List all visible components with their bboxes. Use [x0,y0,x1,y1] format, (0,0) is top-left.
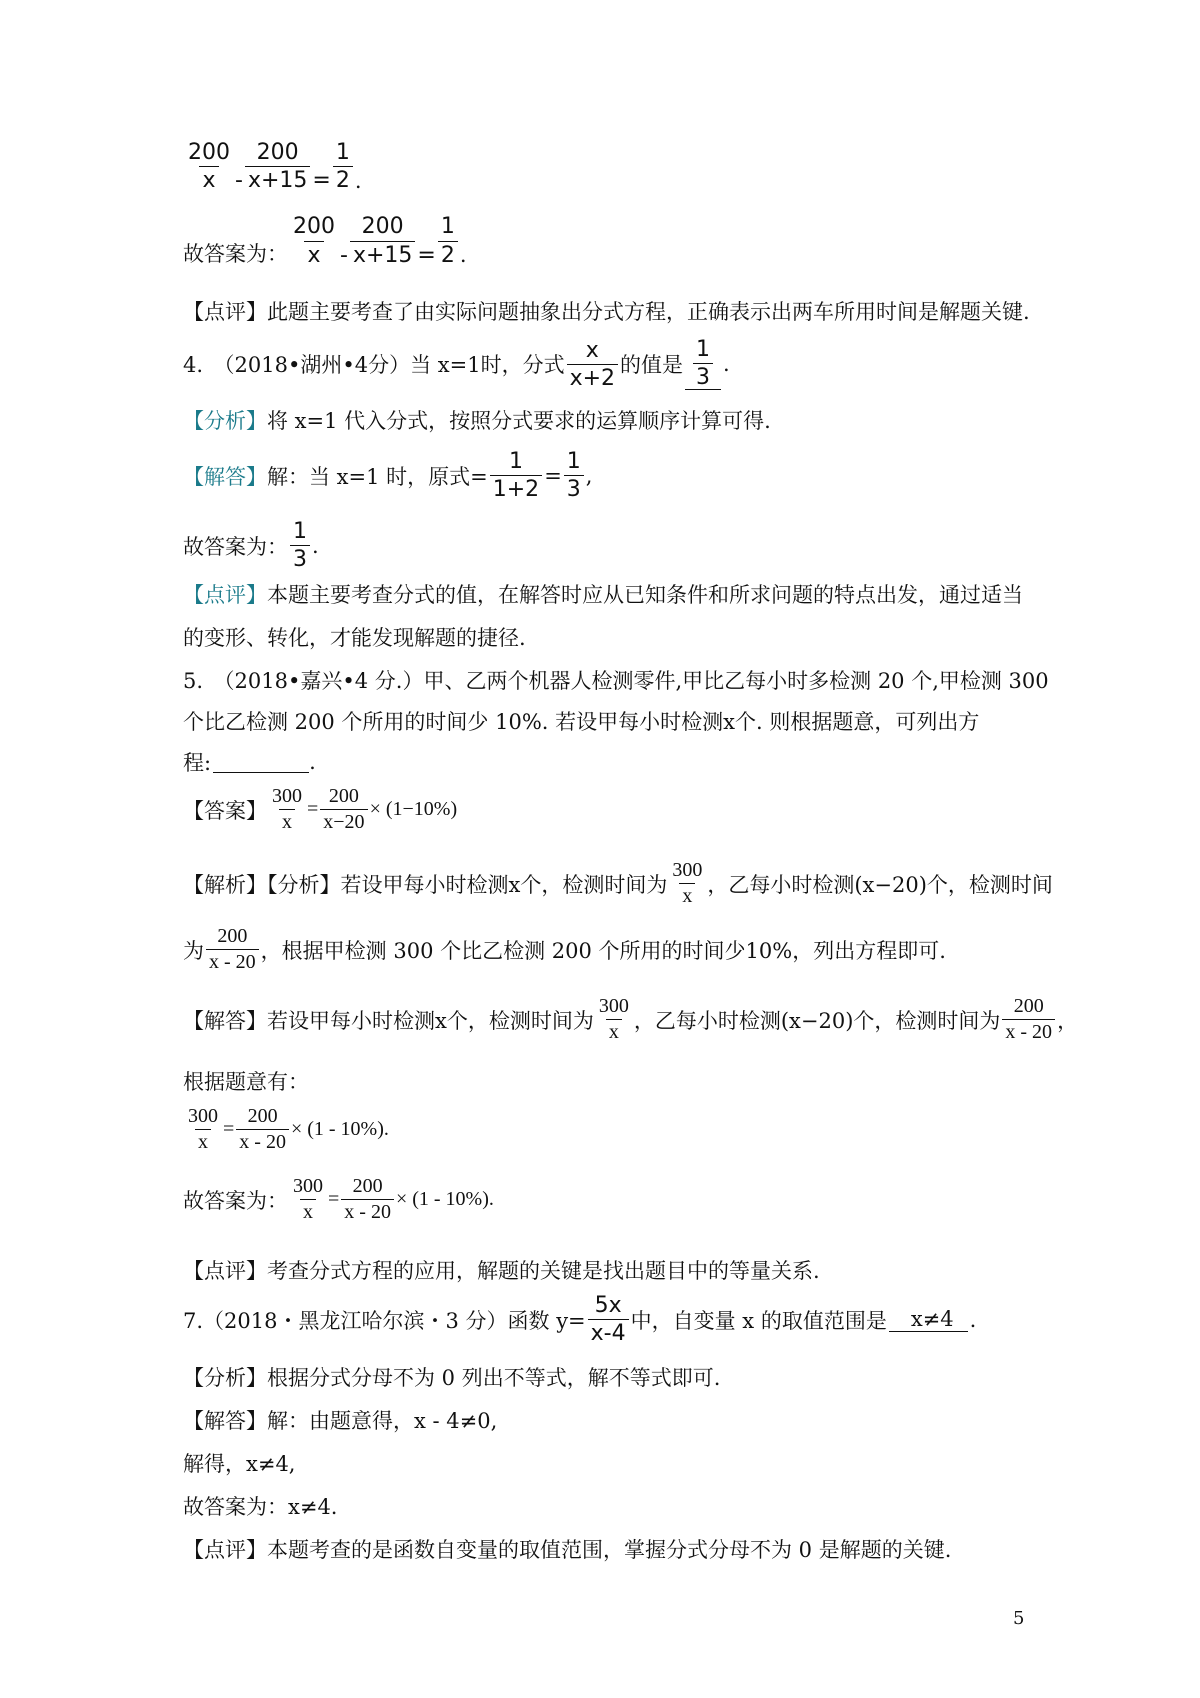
q4-comment-2: 的变形、转化，才能发现解题的捷径. [183,626,526,650]
fraction: $\frac{300}{x}$ [272,785,302,833]
fraction: $\frac{200}{x - 20}$ [206,926,259,973]
fraction: $\frac{1}{3}$ [564,450,584,501]
fraction: $\frac{200}{x - 20}$ [341,1176,394,1223]
q5-solution-1: 【解答】 若设甲每小时检测x个，检测时间为 $\frac{300}{x}$ ，乙每小时检测(x−20)个，检测时间为 $\frac{200}{x - 20}$ ， [183,995,1079,1043]
q3-comment: 【点评】 此题主要考查了由实际问题抽象出分式方程，正确表示出两车所用时间是解题关键. [183,300,1030,324]
q4-solution: 【解答】 解：当 x=1 时，原式= $\frac{1}{1+2}$ = $\frac{1}{3}$ , [183,449,593,503]
fraction: $\frac{300}{x}$ [598,995,629,1043]
q7-stem: 7.（2018・黑龙江哈尔滨・3 分）函数 y= $\frac{5x}{x-4}$ 中，自变量 x 的取值范围是 x≠4 . [183,1293,977,1347]
fraction: $\frac{200}{x}$ [293,214,335,268]
q7-analysis: 【分析】 根据分式分母不为 0 列出不等式，解不等式即可. [183,1366,721,1390]
fraction: $\frac{5x}{x-4}$ [588,1294,629,1345]
q5-stem-3: 程: . [183,750,316,775]
q5-jiexi-1: 【解析】【分析】 若设甲每小时检测x个，检测时间为 $\frac{300}{x}$ ，乙每小时检测(x−20)个，检测时间 [183,859,1053,907]
q3-equation: $\frac{200}{x}$ - $\frac{200}{x+15}$ = $\frac{1}{2}$ . [183,140,1043,193]
q5-stem-2: 个比乙检测 200 个所用的时间少 10%. 若设甲每小时检测x个. 则根据题意，可列出方 [183,710,980,734]
fraction: $\frac{200}{x+15}$ [350,215,415,266]
fraction: $\frac{1}{1+2}$ [490,450,542,501]
q4-comment-1: 【点评】 本题主要考查分式的值，在解答时应从已知条件和所求问题的特点出发，通过适当 [183,583,1023,607]
q5-equation: $\frac{300}{x}$ = $\frac{200}{x - 20}$ × (1 - 10%). [183,1106,1043,1153]
q5-answer: 【答案】 $\frac{300}{x}$ = $\frac{200}{x-20}$ × (1−10%) [183,785,458,833]
q4-answer: 故答案为： $\frac{1}{3}$ . [183,519,319,573]
q7-solution: 【解答】 解：由题意得，x - 4≠0, [183,1409,498,1433]
q4-stem: 4. （2018•湖州•4分）当 x=1时，分式 $\frac{x}{x+2}$ 的值是 $\frac{1}{3}$ . [183,337,730,391]
q5-stem-1: 5. （2018•嘉兴•4 分.）甲、乙两个机器人检测零件,甲比乙每小时多检测 20 个,甲检测 300 [183,669,1049,693]
fraction: $\frac{1}{2}$ [438,215,458,266]
answer-blank [213,752,309,773]
fraction: $\frac{200}{x - 20}$ [1002,996,1055,1043]
fraction: $\frac{200}{x - 20}$ [236,1106,289,1153]
q5-comment: 【点评】 考查分式方程的应用，解题的关键是找出题目中的等量关系. [183,1259,820,1283]
q4-analysis: 【分析】 将 x=1 代入分式，按照分式要求的运算顺序计算可得. [183,409,771,433]
answer-fill: x≠4 [889,1307,968,1332]
q7-comment: 【点评】 本题考查的是函数自变量的取值范围，掌握分式分母不为 0 是解题的关键. [183,1538,952,1562]
answer-fill: $\frac{1}{3}$ [685,338,721,390]
fraction: $\frac{300}{x}$ [672,859,703,907]
fraction: $\frac{300}{x}$ [188,1105,218,1153]
q3-answer: 故答案为： $\frac{200}{x}$ - $\frac{200}{x+15}$ = $\frac{1}{2}$ . [183,214,467,268]
q7-solution-3: 故答案为：x≠4. [183,1495,338,1519]
fraction: $\frac{200}{x-20}$ [320,786,367,833]
page-number: 5 [1013,1608,1025,1629]
q5-solution-2: 根据题意有： [183,1070,309,1094]
q7-solution-2: 解得，x≠4, [183,1452,296,1476]
fraction: $\frac{200}{x}$ [188,139,230,193]
fraction: $\frac{1}{2}$ [333,141,353,192]
fraction: $\frac{300}{x}$ [293,1175,323,1223]
fraction: $\frac{1}{3}$ [290,520,310,571]
fraction: $\frac{200}{x+15}$ [245,141,310,192]
q5-jiexi-2: 为 $\frac{200}{x - 20}$ ，根据甲检测 300 个比乙检测 200 个所用的时间少10%，列出方程即可. [183,925,946,973]
fraction: $\frac{x}{x+2}$ [567,339,618,390]
q5-answer-final: 故答案为： $\frac{300}{x}$ = $\frac{200}{x - 20}$ × (1 - 10%). [183,1175,494,1223]
